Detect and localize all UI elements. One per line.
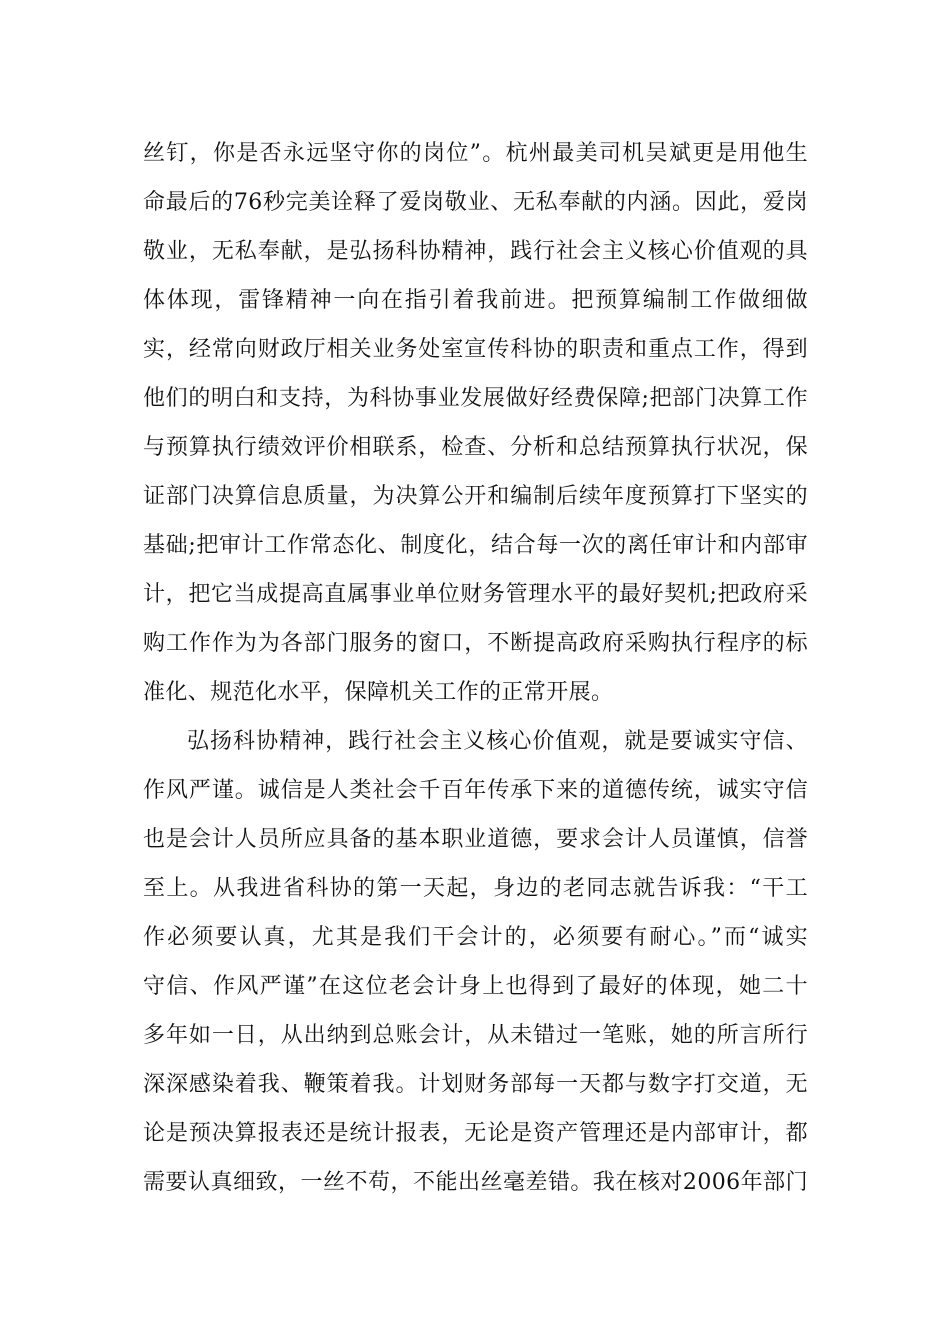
text-line: 计，把它当成提高直属事业单位财务管理水平的最好契机;把政府采: [143, 582, 808, 607]
paragraph-2: [143, 717, 808, 1207]
text-line: 准化、规范化水平，保障机关工作的正常开展。: [143, 680, 614, 705]
text-line: 基础;把审计工作常态化、制度化，结合每一次的离任审计和内部审: [143, 533, 808, 558]
text-line: 至上。从我进省科协的第一天起，身边的老同志就告诉我：“干工: [143, 876, 808, 901]
text-line: 丝钉，你是否永远坚守你的岗位”。杭州最美司机吴斌更是用他生: [143, 141, 808, 166]
text-line: 守信、作风严谨”在这位老会计身上也得到了最好的体现，她二十: [143, 974, 808, 999]
paragraph-1: [143, 129, 808, 717]
text-line: 购工作作为为各部门服务的窗口，不断提高政府采购执行程序的标: [143, 631, 808, 656]
text-line: 实，经常向财政厅相关业务处室宣传科协的职责和重点工作，得到: [143, 337, 808, 362]
text-line: 作风严谨。诚信是人类社会千百年传承下来的道德传统，诚实守信: [143, 778, 808, 803]
text-line: 深深感染着我、鞭策着我。计划财务部每一天都与数字打交道，无: [143, 1072, 808, 1097]
text-line: 体体现，雷锋精神一向在指引着我前进。把预算编制工作做细做: [143, 288, 808, 313]
text-line: 多年如一日，从出纳到总账会计，从未错过一笔账，她的所言所行: [143, 1023, 808, 1048]
text-line: 需要认真细致，一丝不苟，不能出丝毫差错。我在核对2006年部门: [143, 1170, 808, 1195]
text-line: 与预算执行绩效评价相联系，检查、分析和总结预算执行状况，保: [143, 435, 808, 460]
text-line: 证部门决算信息质量，为决算公开和编制后续年度预算打下坚实的: [143, 484, 808, 509]
text-line: 作必须要认真，尤其是我们干会计的，必须要有耐心。”而“诚实: [143, 925, 808, 950]
text-line: 也是会计人员所应具备的基本职业道德，要求会计人员谨慎，信誉: [143, 827, 808, 852]
text-line: 敬业，无私奉献，是弘扬科协精神，践行社会主义核心价值观的具: [143, 239, 808, 264]
text-line: 他们的明白和支持，为科协事业发展做好经费保障;把部门决算工作: [143, 386, 808, 411]
text-line: 命最后的76秒完美诠释了爱岗敬业、无私奉献的内涵。因此，爱岗: [143, 190, 808, 215]
text-line: 论是预决算报表还是统计报表，无论是资产管理还是内部审计，都: [143, 1121, 808, 1146]
text-line: 弘扬科协精神，践行社会主义核心价值观，就是要诚实守信、: [187, 729, 808, 754]
